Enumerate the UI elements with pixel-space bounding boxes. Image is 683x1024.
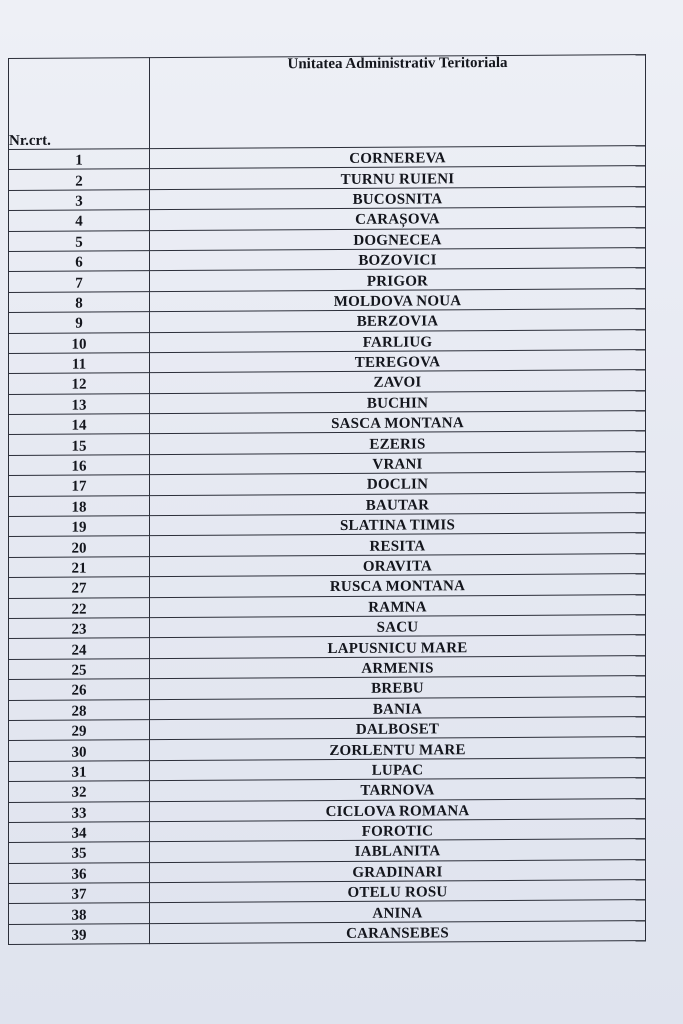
row-number xyxy=(9,577,150,598)
uat-name-text: CARANSEBES xyxy=(346,925,449,942)
row-number-text: 16 xyxy=(71,458,87,475)
row-number-text: 25 xyxy=(71,662,87,679)
row-number xyxy=(9,291,150,312)
uat-name-text: RUSCA MONTANA xyxy=(329,578,466,596)
uat-name-text: FARLIUG xyxy=(362,334,433,351)
row-number xyxy=(9,495,150,516)
uat-name xyxy=(150,920,646,943)
uat-name-text: PRIGOR xyxy=(366,272,429,290)
row-number xyxy=(9,801,150,822)
uat-table xyxy=(8,54,646,945)
row-number xyxy=(9,699,150,720)
row-number-text: 21 xyxy=(71,560,87,577)
uat-name-text: DOGNECEA xyxy=(353,232,442,249)
uat-name-text: BUCHIN xyxy=(366,395,429,412)
uat-name-text: BOZOVICI xyxy=(358,252,437,270)
row-number xyxy=(9,760,150,781)
row-number xyxy=(9,149,150,170)
row-number-text: 17 xyxy=(71,478,87,496)
row-number xyxy=(9,618,150,639)
row-number-text: 1 xyxy=(75,152,83,169)
row-number-text: 30 xyxy=(71,744,87,761)
row-number-text: 36 xyxy=(71,866,87,883)
uat-name-text: DALBOSET xyxy=(355,721,440,739)
uat-name-text: VRANI xyxy=(372,456,423,473)
table-row xyxy=(9,920,646,944)
row-number-text: 27 xyxy=(71,580,87,598)
uat-name-text: SACU xyxy=(376,619,419,636)
row-number-text: 19 xyxy=(71,519,87,536)
row-number xyxy=(9,781,150,802)
uat-name-text: BAUTAR xyxy=(365,497,430,514)
uat-name-text: ZAVOI xyxy=(373,374,422,392)
row-number-text: 11 xyxy=(71,356,87,373)
row-number xyxy=(9,475,150,496)
row-number xyxy=(9,822,150,843)
uat-name-text: OTELU ROSU xyxy=(347,884,448,902)
row-number-text: 28 xyxy=(71,703,87,720)
row-number xyxy=(9,373,150,394)
uat-name-text: FOROTIC xyxy=(361,823,434,840)
uat-name-text: RAMNA xyxy=(368,599,427,616)
row-number-text: 20 xyxy=(71,540,87,557)
table-body xyxy=(9,146,646,945)
row-number xyxy=(9,923,150,944)
row-number xyxy=(9,903,150,924)
row-number xyxy=(9,638,150,659)
row-number-text: 35 xyxy=(71,845,87,863)
uat-name-text: TURNU RUIENI xyxy=(340,170,455,188)
row-number-text: 37 xyxy=(71,886,87,903)
row-number-text: 24 xyxy=(71,642,87,659)
uat-name-text: SLATINA TIMIS xyxy=(339,517,455,535)
row-number xyxy=(9,556,150,577)
row-number xyxy=(9,189,150,210)
uat-name-text: ANINA xyxy=(372,905,423,922)
uat-name-text: BREBU xyxy=(371,680,424,698)
row-number-text: 13 xyxy=(71,397,87,414)
uat-name-text: CICLOVA ROMANA xyxy=(325,802,470,820)
row-number-text: 7 xyxy=(75,275,83,292)
row-number-text: 6 xyxy=(75,254,83,271)
row-number xyxy=(9,536,150,557)
uat-name-text: ZORLENTU MARE xyxy=(329,741,466,759)
row-number-text: 15 xyxy=(71,438,87,455)
row-number xyxy=(9,597,150,618)
uat-name-text: BERZOVIA xyxy=(356,313,439,331)
uat-column-header: Unitatea Administrativ Teritoriala xyxy=(150,55,646,149)
row-number-text: 33 xyxy=(71,805,87,822)
row-number-text: 3 xyxy=(75,193,83,210)
row-number-text: 14 xyxy=(71,417,87,434)
row-number xyxy=(9,230,150,251)
row-number xyxy=(9,332,150,353)
row-number xyxy=(9,393,150,414)
row-number xyxy=(9,454,150,475)
uat-name-text: GRADINARI xyxy=(352,864,443,881)
row-number-text: 18 xyxy=(71,499,87,516)
uat-name-text: BUCOSNITA xyxy=(352,191,443,208)
row-number-text: 23 xyxy=(71,621,87,638)
uat-name-text: BANIA xyxy=(372,701,423,718)
row-number xyxy=(9,862,150,883)
row-number-text: 32 xyxy=(71,784,87,801)
row-number xyxy=(9,414,150,435)
row-number xyxy=(9,658,150,679)
row-number-text: 39 xyxy=(71,927,87,944)
uat-name-text: RESITA xyxy=(369,538,426,555)
row-number-text: 12 xyxy=(71,377,87,394)
row-number-text: 38 xyxy=(71,907,87,924)
nr-column-header: Nr.crt. xyxy=(9,58,150,150)
uat-name-text: ORAVITA xyxy=(362,558,433,575)
row-number xyxy=(9,271,150,292)
row-number-text: 31 xyxy=(71,764,87,781)
row-number-text: 26 xyxy=(71,682,87,699)
uat-name-text: EZERIS xyxy=(369,436,426,453)
row-number xyxy=(9,720,150,741)
row-number-text: 2 xyxy=(75,173,83,190)
uat-name-text: CORNEREVA xyxy=(349,150,446,168)
row-number xyxy=(9,842,150,863)
row-number-text: 8 xyxy=(75,295,83,312)
row-number xyxy=(9,740,150,761)
uat-name-text: ARMENIS xyxy=(361,660,434,677)
uat-name-text: CARAȘOVA xyxy=(355,211,440,229)
uat-name-text: IABLANITA xyxy=(354,843,441,861)
row-number xyxy=(9,251,150,272)
row-number-text: 10 xyxy=(71,336,87,353)
uat-name-text: TEREGOVA xyxy=(354,354,441,371)
row-number xyxy=(9,353,150,374)
uat-name-text: DOCLIN xyxy=(366,476,429,494)
row-number-text: 5 xyxy=(75,234,83,251)
table-header xyxy=(9,55,646,150)
row-number xyxy=(9,434,150,455)
row-number-text: 29 xyxy=(71,723,87,740)
row-number xyxy=(9,210,150,231)
uat-name-text: LUPAC xyxy=(371,762,424,779)
uat-name-text: LAPUSNICU MARE xyxy=(327,639,468,657)
row-number-text: 22 xyxy=(71,601,87,618)
row-number-text: 34 xyxy=(71,825,87,842)
row-number xyxy=(9,516,150,537)
row-number-text: 9 xyxy=(75,315,83,332)
row-number xyxy=(9,883,150,904)
row-number-text: 4 xyxy=(75,213,83,230)
row-number xyxy=(9,312,150,333)
uat-name-text: SASCA MONTANA xyxy=(331,415,464,433)
row-number xyxy=(9,169,150,190)
row-number xyxy=(9,679,150,700)
uat-name-text: MOLDOVA NOUA xyxy=(333,293,462,310)
uat-name-text: TARNOVA xyxy=(360,782,435,800)
